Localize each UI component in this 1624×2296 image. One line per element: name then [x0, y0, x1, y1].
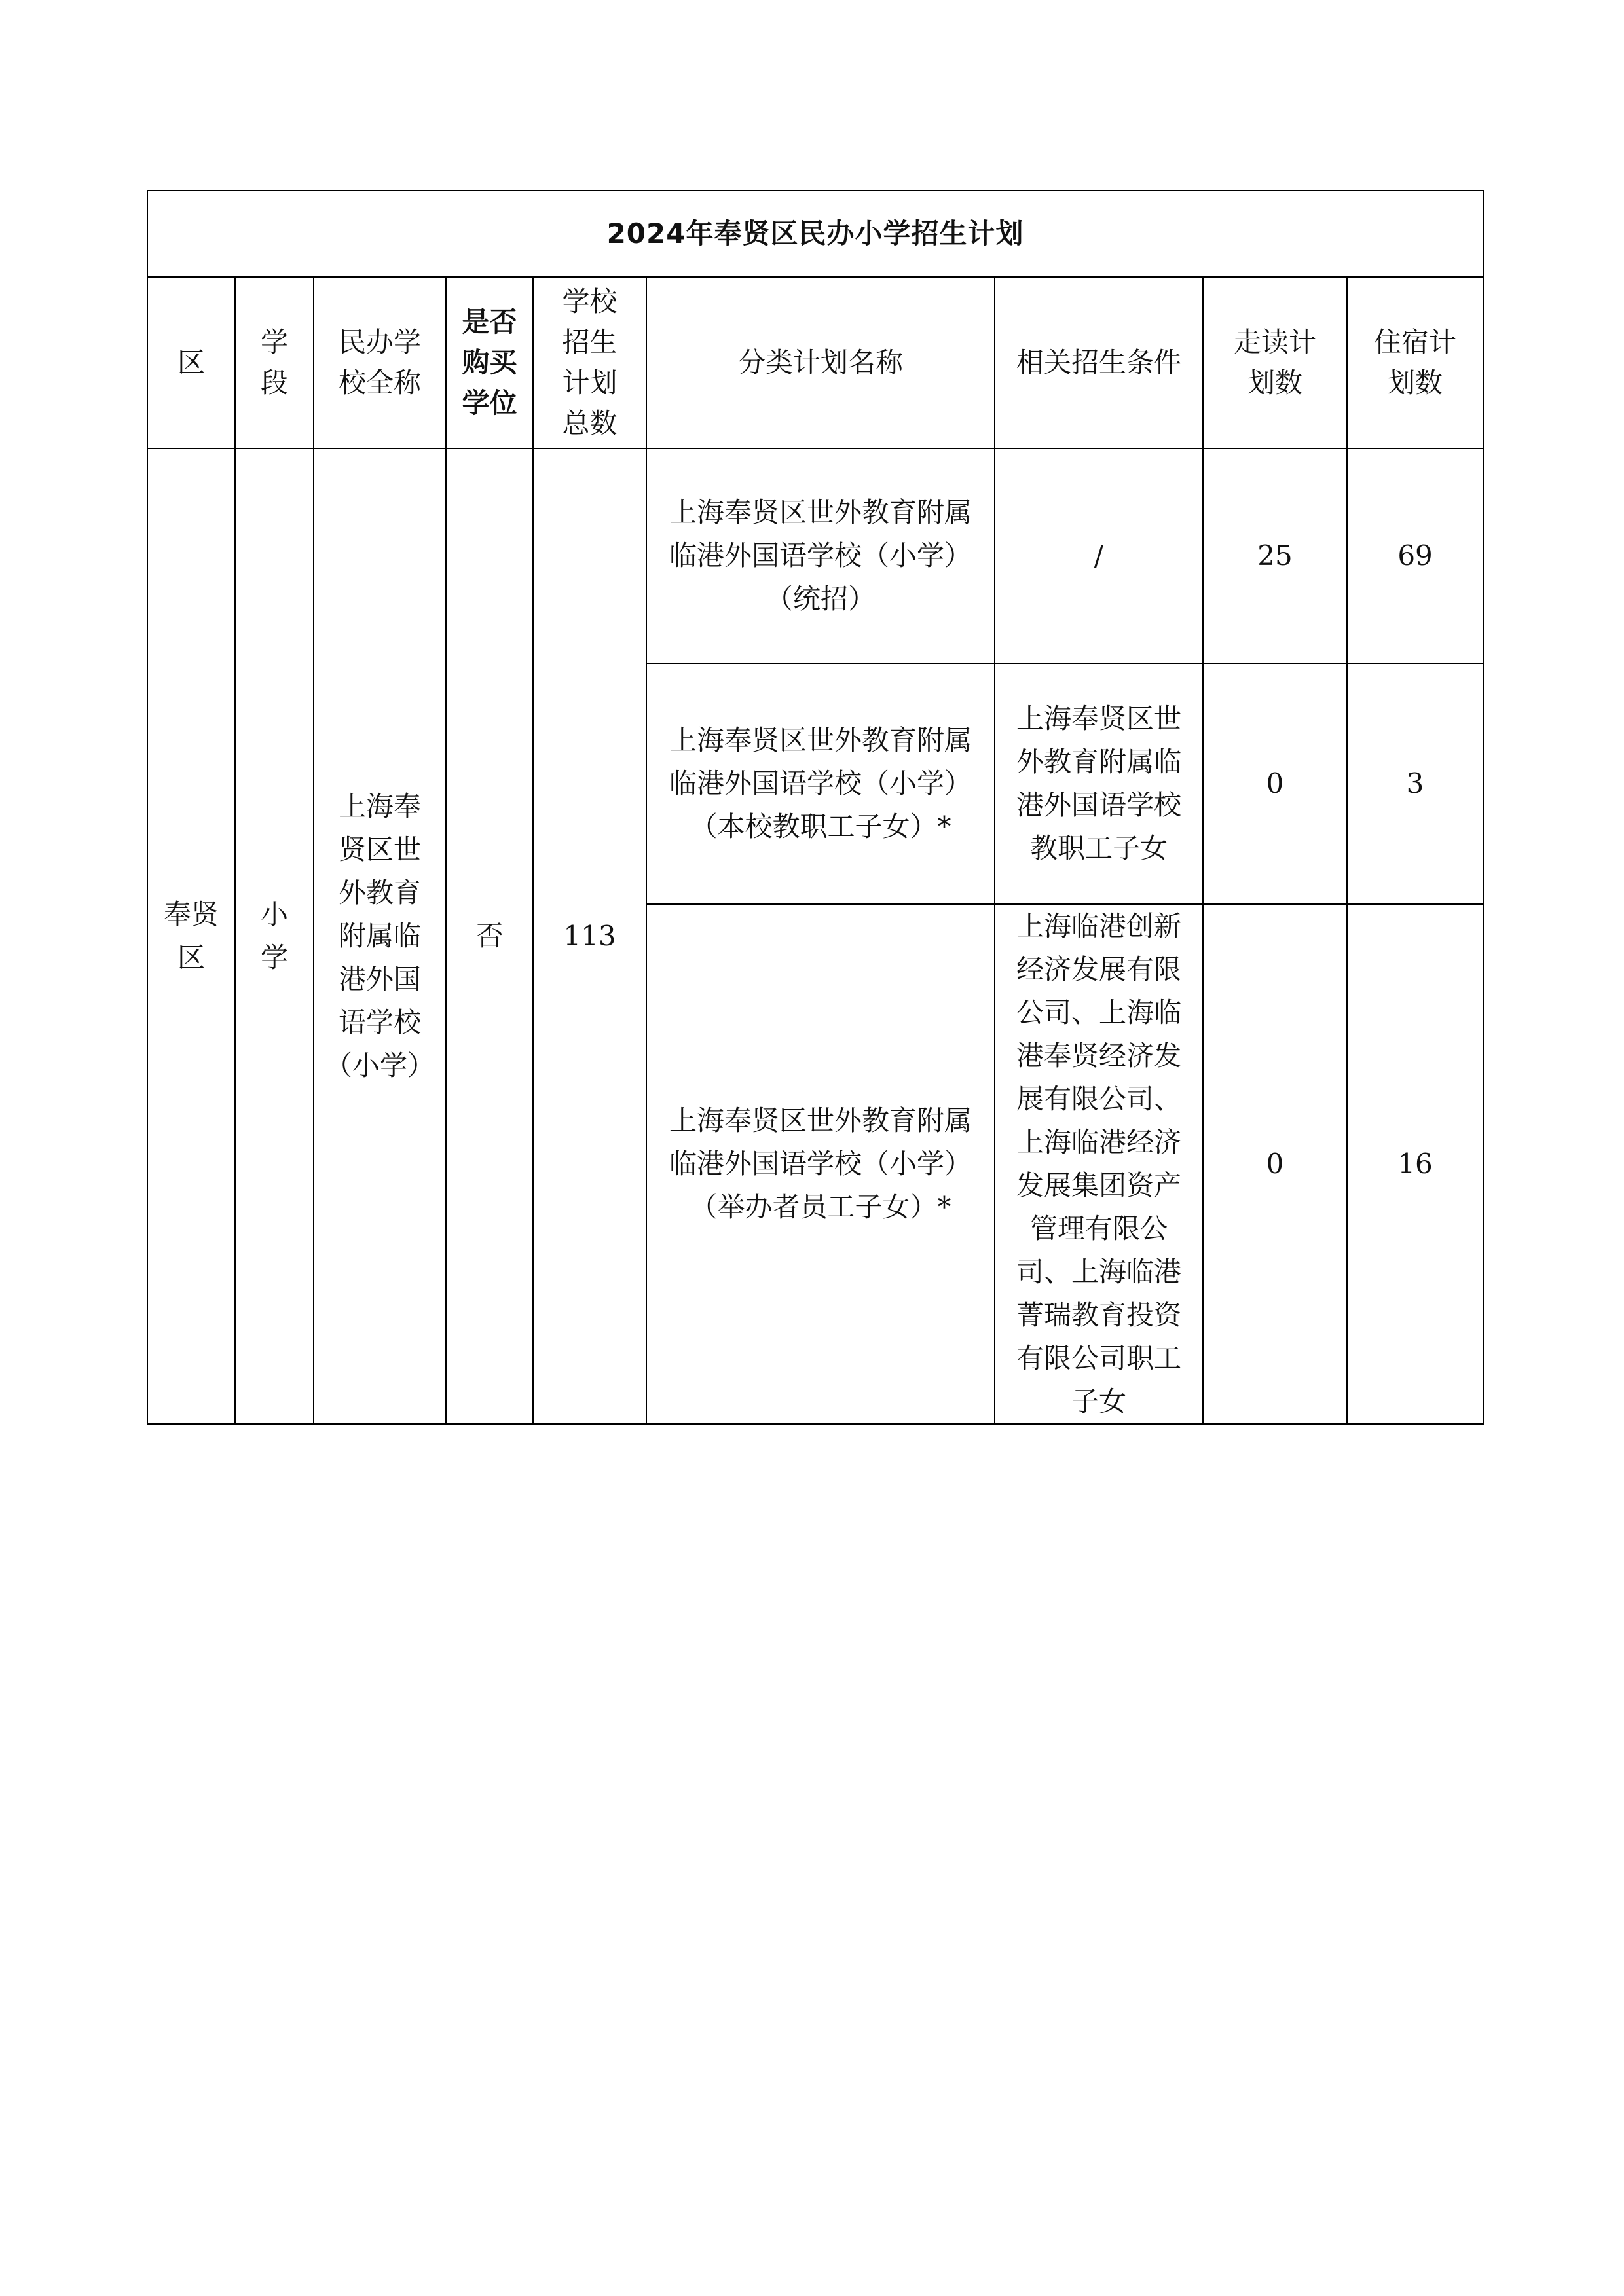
header-boarding-plan: 住宿计 划数: [1347, 277, 1483, 448]
cell-boarding-plan: 3: [1347, 663, 1483, 904]
header-school-name: 民办学 校全称: [314, 277, 446, 448]
cell-total-plan: 113: [533, 448, 646, 1424]
cell-stage: 小 学: [235, 448, 314, 1424]
cell-school-name: 上海奉 贤区世 外教育 附属临 港外国 语学校 （小学）: [314, 448, 446, 1424]
table-title: 2024年奉贤区民办小学招生计划: [147, 191, 1483, 277]
cell-day-plan: 0: [1203, 663, 1347, 904]
table-header-row: [147, 277, 1483, 448]
cell-category-name: 上海奉贤区世外教育附属 临港外国语学校（小学） （统招）: [646, 448, 995, 663]
table-row: [147, 448, 1483, 663]
header-total-plan: 学校 招生 计划 总数: [533, 277, 646, 448]
cell-conditions: 上海临港创新 经济发展有限 公司、上海临 港奉贤经济发 展有限公司、 上海临港经济 发展集团资产 管理有限公 司、上海临港 菁瑞教育投资 有限公司职工 子女: [995, 904, 1203, 1424]
cell-day-plan: 0: [1203, 904, 1347, 1424]
cell-boarding-plan: 16: [1347, 904, 1483, 1424]
header-day-plan: 走读计 划数: [1203, 277, 1347, 448]
cell-boarding-plan: 69: [1347, 448, 1483, 663]
cell-day-plan: 25: [1203, 448, 1347, 663]
cell-district: 奉贤 区: [147, 448, 235, 1424]
header-category-name: 分类计划名称: [646, 277, 995, 448]
cell-category-name: 上海奉贤区世外教育附属 临港外国语学校（小学） （本校教职工子女）*: [646, 663, 995, 904]
cell-conditions: 上海奉贤区世 外教育附属临 港外国语学校 教职工子女: [995, 663, 1203, 904]
enrollment-plan-table: [147, 190, 1484, 1425]
header-conditions: 相关招生条件: [995, 277, 1203, 448]
header-district: 区: [147, 277, 235, 448]
cell-buy-degree: 否: [446, 448, 533, 1424]
cell-category-name: 上海奉贤区世外教育附属 临港外国语学校（小学） （举办者员工子女）*: [646, 904, 995, 1424]
cell-conditions: /: [995, 448, 1203, 663]
header-buy-degree: 是否 购买 学位: [446, 277, 533, 448]
header-stage: 学 段: [235, 277, 314, 448]
